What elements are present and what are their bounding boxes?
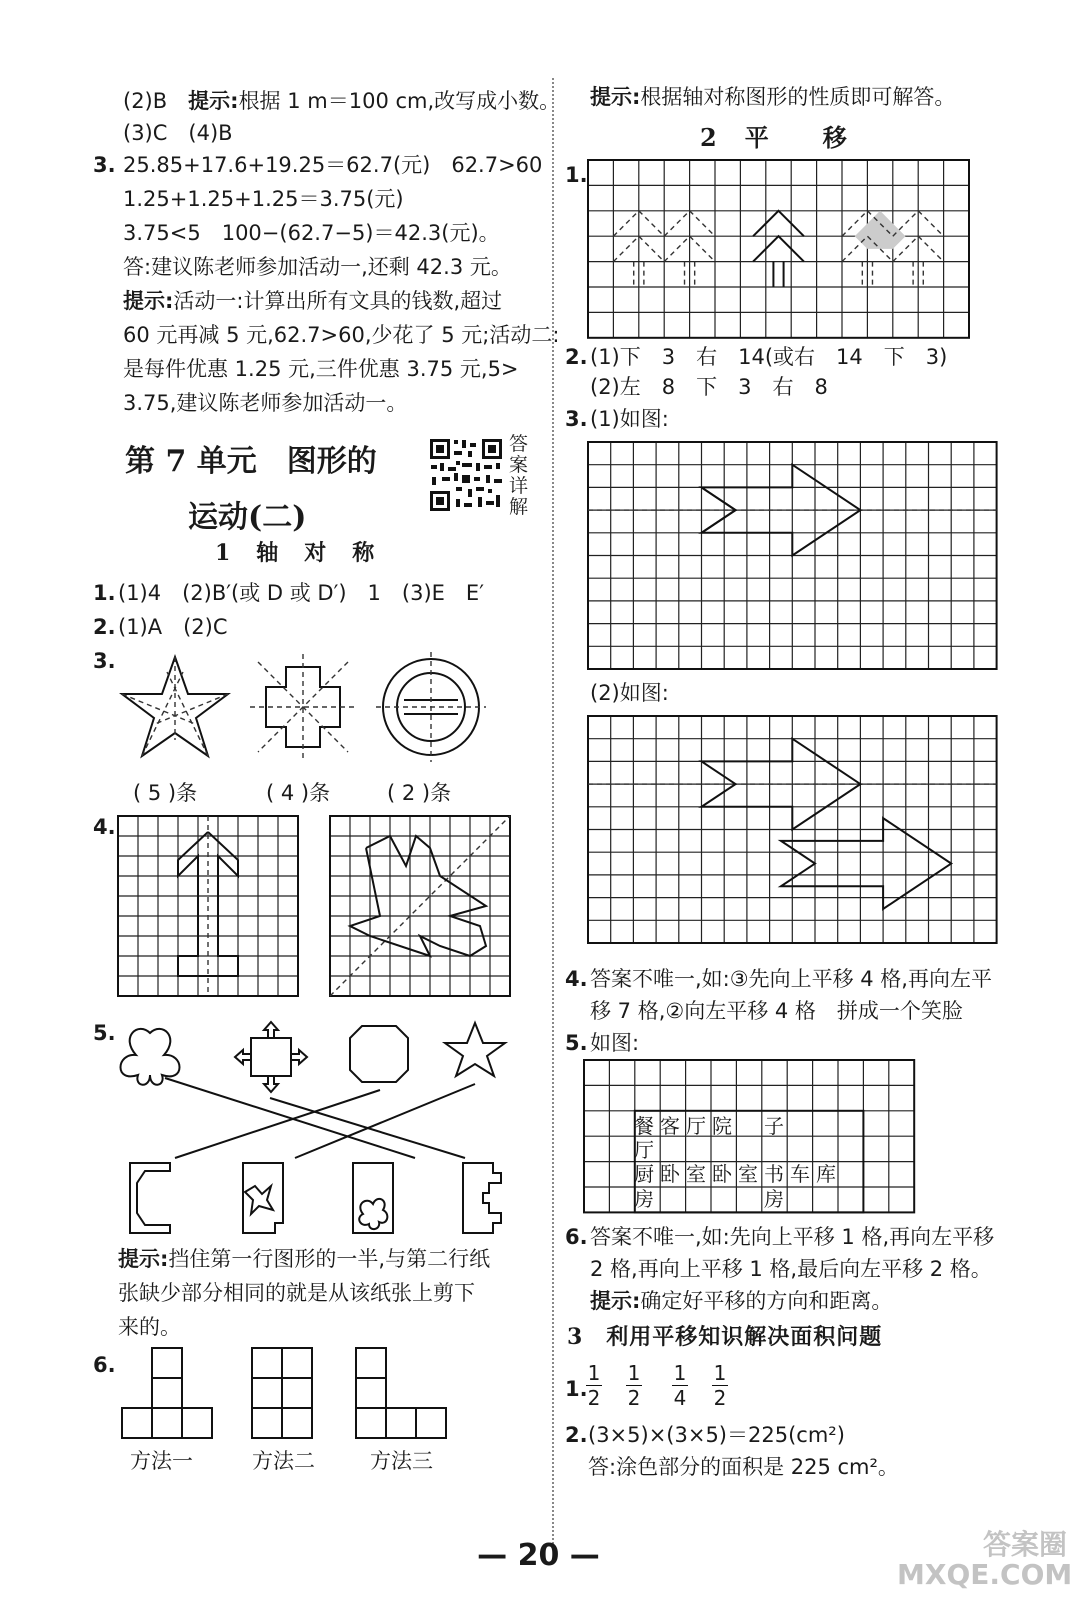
r6-line-2: 2 格,再向上平移 1 格,最后向左平移 2 格。 [590, 1257, 992, 1281]
q1-number: 1. [565, 1377, 588, 1401]
r2-line-1: (1)下 3 右 14(或右 14 下 3) [590, 345, 948, 369]
answer-2-3-4: (3)C (4)B [123, 121, 233, 145]
room-r3-c3: 室 [686, 1162, 706, 1186]
room-r1-c1: 餐 [634, 1114, 654, 1138]
section-2-title: 2 平 移 [700, 123, 849, 152]
qr-label: 答案详解 [509, 433, 529, 518]
a1-number: 1. [93, 581, 116, 605]
star-figure [115, 652, 235, 762]
page-number: — 20 — [477, 1538, 600, 1573]
r4-line-1: 答案不唯一,如:③先向上平移 4 格,再向左平 [590, 967, 992, 991]
a4-grid-arrow [118, 816, 300, 998]
r3-number: 3. [565, 407, 588, 431]
qr-code-icon[interactable] [428, 437, 504, 513]
section-1-title: 1 轴 对 称 [215, 540, 377, 566]
r4-line-2: 移 7 格,②向左平移 4 格 拼成一个笑脸 [590, 999, 963, 1023]
room-r1-c4: 院 [712, 1114, 732, 1138]
a2-answer: (1)A (2)C [118, 615, 228, 639]
a3-number: 3. [93, 649, 116, 673]
r2-line-2: (2)左 8 下 3 右 8 [590, 375, 828, 399]
fraction-2: 1 2 [627, 1361, 641, 1410]
r6-number: 6. [565, 1225, 588, 1249]
fraction-1: 1 2 [587, 1361, 601, 1410]
unit-title-line-2: 运动(二) [188, 500, 307, 535]
unit-title-line-1: 第 7 单元 图形的 [125, 444, 377, 479]
r6-line-1: 答案不唯一,如:先向上平移 1 格,再向左平移 [590, 1225, 995, 1249]
a4-number: 4. [93, 815, 116, 839]
r3-grid-2 [588, 716, 998, 956]
r3-line-2: (2)如图: [590, 681, 669, 705]
a6-method-3: 方法三 [370, 1449, 433, 1473]
watermark-logo: 答案圈 MXQE.COM [897, 1528, 1073, 1591]
a5-matching-figure [115, 1018, 515, 1248]
a6-method-1: 方法一 [130, 1449, 193, 1473]
r3-grid-1 [588, 442, 998, 670]
circle-axes-count: ( 2 )条 [387, 781, 452, 805]
room-r2-c1: 厅 [634, 1138, 654, 1162]
q3-hint-3: 是每件优惠 1.25 元,三件优惠 3.75 元,5> [123, 357, 519, 381]
a1-answer: (1)4 (2)B′(或 D 或 D′) 1 (3)E E′ [118, 581, 484, 605]
fraction-3: 1 4 [673, 1361, 687, 1410]
room-r3-c5: 室 [738, 1162, 758, 1186]
r5-number: 5. [565, 1031, 588, 1055]
section-3-title: 3 利用平移知识解决面积问题 [567, 1324, 883, 1350]
a6-number: 6. [93, 1353, 116, 1377]
star-axes-count: ( 5 )条 [133, 781, 198, 805]
r2-number: 2. [565, 345, 588, 369]
a5-hint-3: 来的。 [118, 1315, 181, 1339]
cross-axes-count: ( 4 )条 [266, 781, 331, 805]
circle-figure [376, 652, 486, 762]
room-r1-c6: 子 [764, 1114, 784, 1138]
room-r1-c3: 厅 [686, 1114, 706, 1138]
a5-number: 5. [93, 1021, 116, 1045]
a5-hint-1: 提示:挡住第一行图形的一半,与第二行纸 [118, 1247, 491, 1271]
a2-number: 2. [93, 615, 116, 639]
room-r3-c8: 库 [816, 1162, 836, 1186]
room-r3-c2: 卧 [660, 1162, 680, 1186]
room-r3-c1: 厨 [634, 1162, 654, 1186]
a6-net-figures [118, 1346, 458, 1446]
a4-grid-leaf [330, 816, 512, 998]
r4-number: 4. [565, 967, 588, 991]
q3-line-4: 答:建议陈老师参加活动一,还剩 42.3 元。 [123, 255, 512, 279]
room-r4-c1: 房 [634, 1187, 654, 1211]
q3-line-3: 3.75<5 100−(62.7−5)＝42.3(元)。 [123, 221, 500, 245]
room-r4-c6: 房 [764, 1187, 784, 1211]
r6-hint: 提示:确定好平移的方向和距离。 [590, 1289, 893, 1313]
q3-hint-4: 3.75,建议陈老师参加活动一。 [123, 391, 408, 415]
q3-line-1: 25.85+17.6+19.25＝62.7(元) 62.7>60 [123, 153, 543, 177]
q2-line-1: (3×5)×(3×5)＝225(cm²) [588, 1423, 845, 1447]
q3-number: 3. [93, 153, 116, 177]
fraction-4: 1 2 [713, 1361, 727, 1410]
q3-line-2: 1.25+1.25+1.25＝3.75(元) [123, 187, 404, 211]
room-r3-c7: 车 [790, 1162, 810, 1186]
q2-number: 2. [565, 1423, 588, 1447]
r3-line-1: (1)如图: [590, 407, 669, 431]
answer-2-2: (2)B 提示:根据 1 m＝100 cm,改写成小数。 [123, 89, 561, 113]
cross-figure [248, 652, 358, 762]
r1-number: 1. [565, 163, 588, 187]
q3-hint-2: 60 元再减 5 元,62.7>60,少花了 5 元;活动二: [123, 323, 560, 347]
r1-grid-trees [588, 160, 970, 332]
r5-line-1: 如图: [590, 1031, 640, 1055]
room-r3-c6: 书 [764, 1162, 784, 1186]
column-divider [552, 78, 554, 1548]
q2-line-2: 答:涂色部分的面积是 225 cm²。 [588, 1455, 899, 1479]
q3-hint-1: 提示:活动一:计算出所有文具的钱数,超过 [123, 289, 503, 313]
a6-method-2: 方法二 [252, 1449, 315, 1473]
top-hint: 提示:根据轴对称图形的性质即可解答。 [590, 85, 956, 109]
room-r1-c2: 客 [660, 1114, 680, 1138]
room-r3-c4: 卧 [712, 1162, 732, 1186]
a5-hint-2: 张缺少部分相同的就是从该纸张上剪下 [118, 1281, 475, 1305]
